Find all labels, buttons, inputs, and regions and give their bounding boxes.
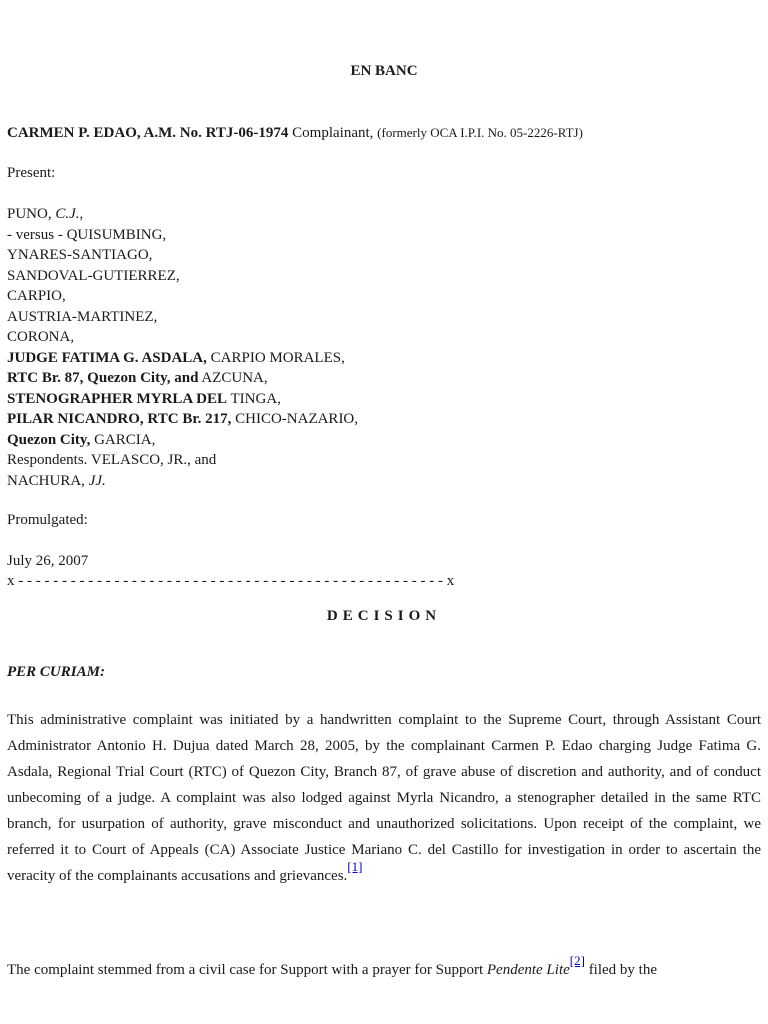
caption-line [7,471,106,492]
paragraph-1 [7,707,761,889]
paragraph-2-text-start: The complaint stemmed from a civil case for Support with a prayer for Support [7,962,487,978]
per-curiam: PER CURIAM: [7,664,105,680]
caption-line [7,266,180,287]
paragraph-2 [7,953,761,983]
caption-line [7,450,216,471]
complainant-name: CARMEN P. EDAO, A.M. No. RTJ-06-1974 [7,125,289,141]
caption-line-party: STENOGRAPHER MYRLA DEL [7,390,228,407]
caption-line-text: SANDOVAL-GUTIERREZ, [7,267,180,284]
caption-line-tail: , [79,206,84,222]
complainant-role: Complainant, [292,125,374,141]
caption-line-party: RTC Br. 87, Quezon City, and [7,370,199,386]
caption-line [7,225,166,246]
footnote-link-1[interactable]: [1] [347,859,363,874]
caption-line-party: JUDGE FATIMA G. ASDALA, [7,349,207,366]
formerly-note: (formerly OCA I.P.I. No. 05-2226-RTJ) [377,125,583,140]
caption-line [7,245,152,266]
caption-line [7,409,358,430]
caption-line-party: PILAR NICANDRO, RTC Br. 217, [7,411,232,427]
caption-line-text: - versus - QUISUMBING, [7,226,167,243]
paragraph-2-text-end: filed by the [584,962,658,978]
caption-line-party: Quezon City, [7,431,91,448]
caption-line-text: YNARES-SANTIAGO, [7,247,153,263]
caption-line [7,286,66,307]
caption-line-text: GARCIA, [90,431,156,448]
caption-line-text: AUSTRIA-MARTINEZ, [7,308,158,325]
division-heading: EN BANC [350,63,418,79]
caption-line-text: Respondents. VELASCO, JR., and [7,452,217,468]
separator-line: x - - - - - - - - - - - - - - - - - - - - - - - - - - - - - - - - - - - - - - - - - - - - - - - - - x [7,573,455,589]
caption-line-text: CARPIO, [7,288,66,304]
caption-line-text: CARPIO MORALES, [206,349,345,366]
caption-line-text: TINGA, [227,390,281,407]
caption-line-text: PUNO, [7,206,56,222]
caption-line [7,327,74,348]
caption-line-text: NACHURA, [7,472,89,489]
promulgated-label: Promulgated: [7,512,88,528]
present-label: Present: [7,165,56,181]
caption-line [7,204,83,225]
caption-line [7,368,268,389]
paragraph-2-italic: Pendente Lite [486,962,570,978]
footnote-link-2[interactable]: [2] [569,953,585,968]
caption-line [7,348,345,369]
caption-line-text: CHICO-NAZARIO, [231,411,359,427]
caption-line-title: C.J. [55,206,80,222]
caption-line-title: JJ. [88,472,106,489]
caption-line-text: AZCUNA, [198,370,268,386]
caption-line [7,430,155,451]
caption-line-text: CORONA, [7,329,75,345]
paragraph-1-text: This administrative complaint was initiated by a handwritten complaint to the Supreme Court, through Assistant Court Administrator Antonio H. Dujua dated March 28, 2005, by the complainant Carmen P. Edao charging Judge Fatima G. Asdala, Regional Trial Court (RTC) of Quezon City, Branch 87, of grave abuse of discretion and authority, and of conduct unbecoming of a judge. A complaint was also lodged against Myrla Nicandro, a stenographer detailed in the same RTC branch, for usurpation of authority, grave misconduct and unauthorized solicitations. Upon receipt of the complaint, we referred it to Court of Appeals (CA) Associate Justice Mariano C. del Castillo for investigation in order to ascertain the veracity of the complainants accusations and grievances. [7,712,761,884]
promulgation-date: July 26, 2007 [7,553,89,569]
complainant-line [7,123,583,143]
caption-line [7,307,157,328]
caption-line [7,389,281,410]
decision-heading: DECISION [326,608,442,624]
